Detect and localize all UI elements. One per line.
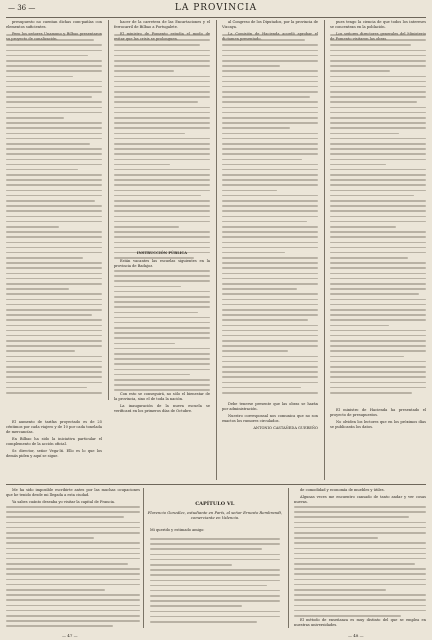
column-1-text bbox=[6, 34, 102, 397]
page-number: — 36 — bbox=[8, 4, 36, 12]
column-2-text bbox=[114, 34, 210, 262]
letter-opening: Mi querido y estimado amigo: bbox=[150, 528, 205, 532]
column-divider bbox=[216, 20, 217, 480]
col4-paragraph: No olviden los lectores que en los próximos días se publicarán los datos. bbox=[330, 419, 426, 430]
serial-left-text bbox=[6, 506, 140, 631]
newspaper-title: LA PROVINCIA bbox=[174, 3, 258, 13]
col2-paragraph: Con esto se conseguirá, no sólo el bienestar de la provincia, sino el de toda la nación. bbox=[114, 392, 210, 402]
column-divider bbox=[324, 20, 325, 480]
col1-paragraph: Sr. director, señor Vega-Iñ. Ello es lo que los demás piden y aquí se sigue. bbox=[6, 449, 102, 459]
serial-left-column bbox=[6, 488, 140, 507]
column-4-text bbox=[330, 34, 426, 397]
col1-paragraph: presupuesto no cuentan dichas com-pañías con elementos suficientes. bbox=[6, 20, 102, 30]
col4-paragraph: El ministro de Hacienda ha presentado el proyecto de presupuestos. bbox=[330, 408, 426, 418]
col3-paragraph: Debe tenerse presente que las obras se harán por administración. bbox=[222, 402, 318, 412]
col2-paragraph: Están vacantes las escuelas siguientes en la provincia de Badajoz. bbox=[114, 259, 210, 269]
col1-paragraph: El aumento de tarifas proyectado es de 25 céntimos por cada viajero y de 10 por cada tonelada de mercancías. bbox=[6, 420, 102, 435]
column-2-end bbox=[114, 392, 210, 416]
serial-right-column bbox=[294, 488, 426, 507]
signature: ANTONIO CASTAÑEDA GUEREÑO bbox=[253, 425, 318, 430]
col3-paragraph: al Congreso de los Diputados, por la provincia de Vizcaya. bbox=[222, 20, 318, 30]
letter-text bbox=[150, 538, 280, 626]
section-rule bbox=[6, 484, 426, 485]
column-divider bbox=[143, 488, 144, 628]
col2-paragraph: hacer de la carretera de las Encartaciones y el ferrocarril de Bilbao a Portugalete. bbox=[114, 20, 210, 30]
column-3-text bbox=[222, 34, 318, 397]
masthead bbox=[0, 2, 432, 18]
serial-paragraph: Ya sabes cuánto deseaba yo visitar la capital de Francia. bbox=[12, 499, 115, 504]
col4-paragraph: pues tengo la ciencia de que todos los intereses se concentran en la población. bbox=[330, 20, 426, 30]
serial-paragraph: Me ha sido imposible escribirte antes por las muchas ocupaciones que he tenido desde mi llegada a esta ciudad. bbox=[6, 488, 140, 498]
col2-paragraph: La inauguración de la nueva escuela se verificará en los primeros días de Octubre. bbox=[114, 403, 210, 414]
chapter-subtitle: Florencio González, estudiante en París, al señor Ernesto Rembrandt, comerciante en Valencia. bbox=[147, 510, 283, 520]
serial-paragraph: El método de enseñanza es muy distinto del que se emplea en nuestras universidades. bbox=[294, 618, 426, 628]
footer-page-left: — 47 — bbox=[62, 633, 78, 638]
serial-right-text bbox=[294, 506, 426, 620]
footer-page-right: — 48 — bbox=[348, 633, 364, 638]
column-divider bbox=[288, 488, 289, 628]
column-divider bbox=[108, 20, 109, 400]
col1-paragraph: En Bilbao ha sido la iniciativa particular el complemento de la acción oficial. bbox=[6, 437, 102, 447]
col3-paragraph: Nuestro corresponsal nos comunica que no son exactos los rumores circulados. bbox=[222, 413, 318, 424]
column-4-end bbox=[330, 408, 426, 432]
column-1-end bbox=[6, 420, 102, 461]
serial-paragraph: de comodidad y economía de muebles y útiles. bbox=[300, 488, 385, 492]
header-rule bbox=[6, 17, 426, 18]
column-3-end bbox=[222, 402, 318, 433]
serial-right-end bbox=[294, 618, 426, 630]
serial-paragraph: Algunas veces me encuentro cansado de tanto andar y ver cosas nuevas. bbox=[294, 494, 426, 504]
column-2-text bbox=[114, 270, 210, 395]
column-2-section bbox=[114, 248, 210, 271]
section-heading: INSTRUCCIÓN PÚBLICA bbox=[136, 251, 188, 255]
chapter-title: CAPÍTULO VI. bbox=[195, 501, 235, 507]
